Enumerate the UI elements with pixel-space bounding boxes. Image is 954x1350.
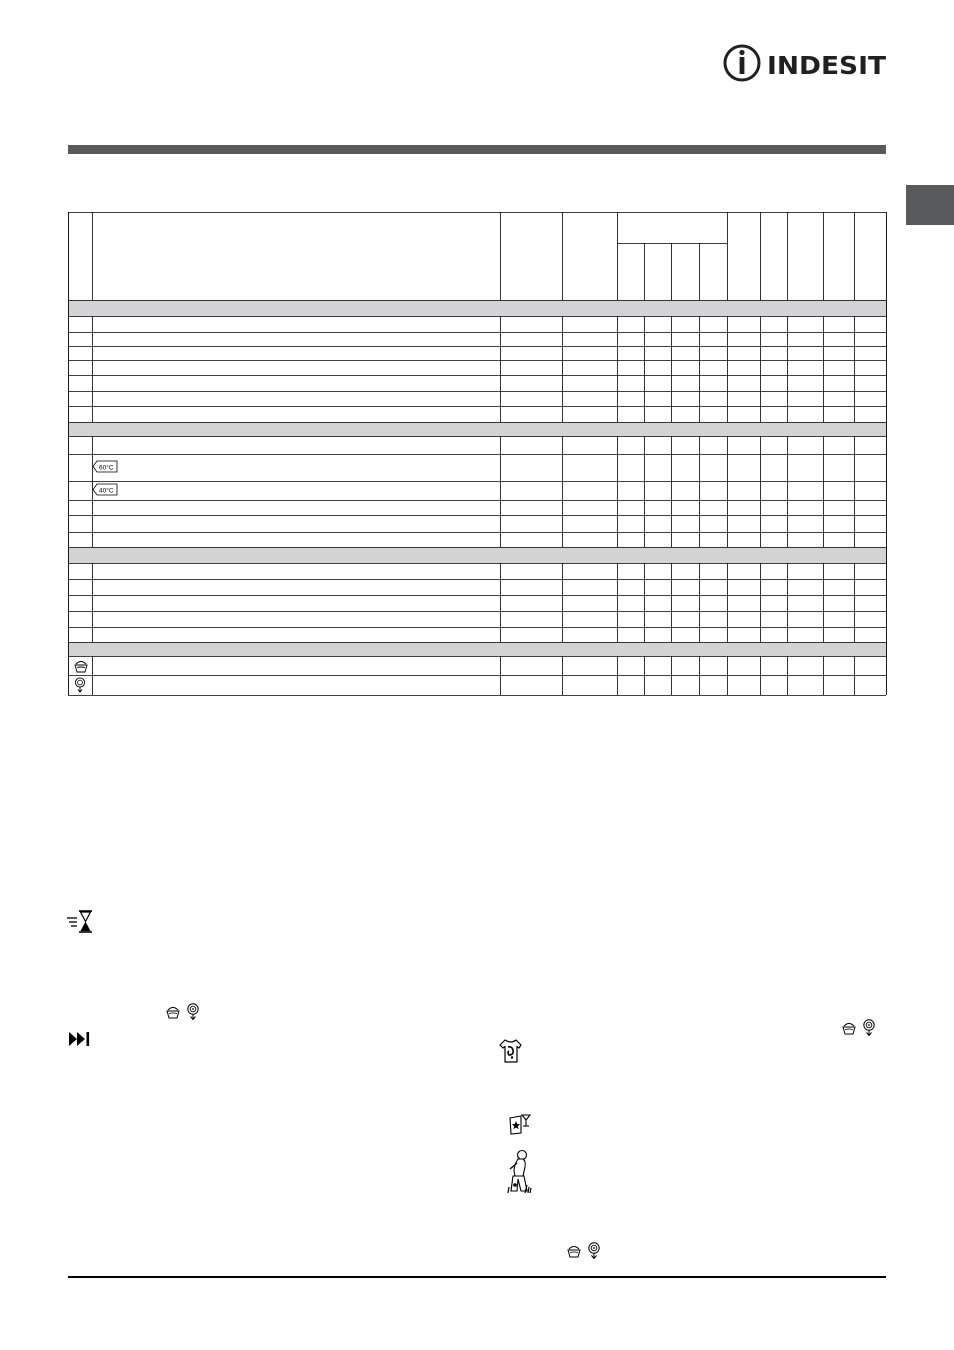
grass-mud-stain-icon bbox=[506, 1149, 532, 1193]
svg-text:INDESIT: INDESIT bbox=[767, 51, 886, 80]
section-header-band bbox=[68, 422, 886, 436]
section-header-band bbox=[68, 547, 886, 563]
temperature-tag-label: 40°C bbox=[99, 487, 114, 495]
header-rule bbox=[68, 145, 886, 154]
spin-drain-icon bbox=[185, 1003, 201, 1020]
shirt-stain-icon bbox=[498, 1038, 522, 1064]
bucket-icon bbox=[841, 1019, 857, 1035]
bucket-icon bbox=[165, 1003, 181, 1019]
indesit-logo bbox=[722, 40, 888, 91]
spin-drain-icon bbox=[861, 1019, 877, 1036]
spin-drain-icon bbox=[586, 1242, 602, 1259]
footer-rule bbox=[68, 1276, 886, 1278]
fast-forward-icon bbox=[68, 1030, 92, 1048]
time-saver-hourglass-icon bbox=[66, 909, 94, 935]
section-header-band bbox=[68, 642, 886, 656]
program-table bbox=[68, 212, 886, 695]
section-header-band bbox=[68, 300, 886, 316]
drink-stain-icon bbox=[508, 1112, 532, 1136]
bucket-icon bbox=[566, 1242, 582, 1258]
language-tab bbox=[906, 185, 954, 225]
table-background bbox=[68, 212, 886, 695]
temperature-tag-label: 60°C bbox=[99, 464, 114, 472]
